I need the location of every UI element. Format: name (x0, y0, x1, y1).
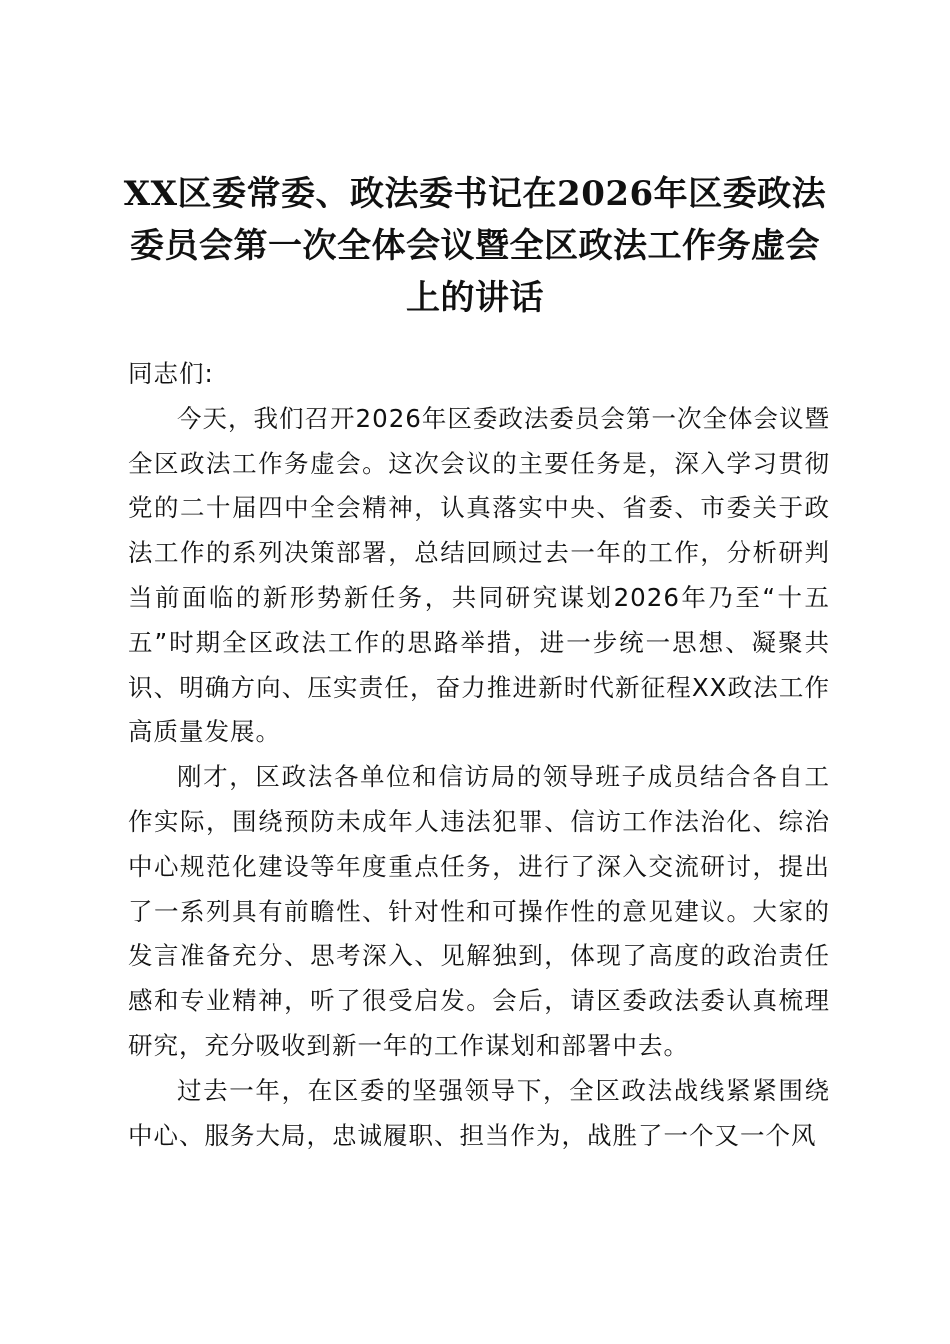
paragraph-1: 今天，我们召开2026年区委政法委员会第一次全体会议暨全区政法工作务虚会。这次会议的主要任务是，深入学习贯彻党的二十届四中全会精神，认真落实中央、省委、市委关于政法工作的系列决策部署，总结回顾过去一年的工作，分析研判当前面临的新形势新任务，共同研究谋划2026年乃至“十五五”时期全区政法工作的思路举措，进一步统一思想、凝聚共识、明确方向、压实责任，奋力推进新时代新征程XX政法工作高质量发展。 (128, 403, 830, 747)
document-body (128, 352, 830, 1158)
salutation: 同志们: (128, 359, 214, 388)
paragraph-3: 过去一年，在区委的坚强领导下，全区政法战线紧紧围绕中心、服务大局，忠诚履职、担当作为，战胜了一个又一个风 (128, 1075, 830, 1150)
document-title: XX区委常委、政法委书记在2026年区委政法委员会第一次全体会议暨全区政法工作务虚会上的讲话 (123, 174, 827, 318)
paragraph-2: 刚才，区政法各单位和信访局的领导班子成员结合各自工作实际，围绕预防未成年人违法犯罪、信访工作法治化、综治中心规范化建设等年度重点任务，进行了深入交流研讨，提出了一系列具有前瞻性、针对性和可操作性的意见建议。大家的发言准备充分、思考深入、见解独到，体现了高度的政治责任感和专业精神，听了很受启发。会后，请区委政法委认真梳理研究，充分吸收到新一年的工作谋划和部署中去。 (128, 762, 830, 1060)
